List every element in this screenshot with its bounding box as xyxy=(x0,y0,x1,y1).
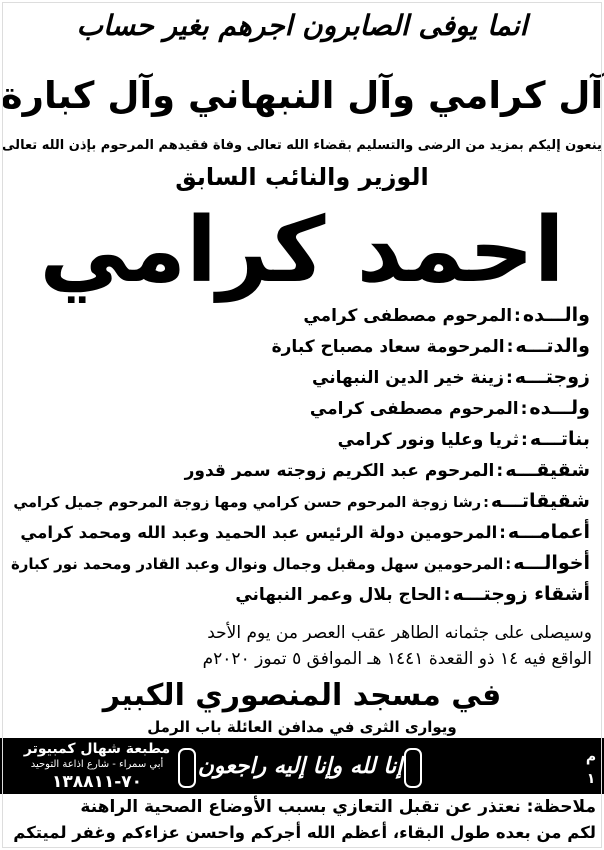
relative-value: رشا زوجة المرحوم حسن كرامي ومها زوجة المرحوم جميل كرامي xyxy=(13,495,482,511)
prayer-line: الواقع فيه ١٤ ذو القعدة ١٤٤١ هـ الموافق ٥ تموز ٢٠٢٠م xyxy=(202,649,592,669)
relative-row: زوجتـــه:زينة خير الدين النبهاني xyxy=(312,366,590,388)
announcement-text: ينعون إليكم بمزيد من الرضى والتسليم بقضاء الله تعالى وفاة فقيدهم المرحوم بإذن الله تعالى xyxy=(2,138,602,153)
relative-value: ثريا وعليا ونور كرامي xyxy=(337,430,520,450)
relative-label: شقيقـــه xyxy=(505,459,590,481)
relative-value: المرحوم مصطفى كرامي xyxy=(309,399,519,419)
relative-row: والدتـــه:المرحومة سعاد مصباح كبارة xyxy=(271,335,590,357)
relative-label: أشقاء زوجتـــه xyxy=(452,583,590,605)
ornament-icon xyxy=(404,748,422,788)
printer-name: مطبعة شهال كمبيوتر xyxy=(23,741,171,757)
relative-label: والـــده xyxy=(522,304,590,326)
relative-row: أشقاء زوجتـــه:الحاج بلال وعمر النبهاني xyxy=(235,583,590,605)
printer-phone: ٧٠-١٣٨٨١١ xyxy=(51,772,143,792)
bottom-band xyxy=(0,738,604,794)
calligraphy-text: إنا لله وإنا إليه راجعون xyxy=(197,753,403,779)
relative-label: والدتـــه xyxy=(515,335,590,357)
edge-marks xyxy=(584,746,598,790)
relative-value: المرحومة سعاد مصباح كبارة xyxy=(271,337,505,357)
relative-label: ولـــده xyxy=(529,397,590,419)
deceased-name: احمد كرامي xyxy=(39,198,565,303)
relative-value: المرحوم مصطفى كرامي xyxy=(303,306,513,326)
relative-label: بناتـــه xyxy=(529,428,590,450)
relative-label: شقيقاتـــه xyxy=(490,490,590,512)
relative-row: بناتـــه:ثريا وعليا ونور كرامي xyxy=(337,428,590,450)
note-line: لكم من بعده طول البقاء، أعظم الله أجركم واحسن عزاءكم وغفر لميتكم xyxy=(13,823,596,842)
relative-label: زوجتـــه xyxy=(514,366,590,388)
edge-mark: م xyxy=(585,749,597,765)
prayer-line: وسيصلى على جثمانه الطاهر عقب العصر من يوم الأحد xyxy=(207,623,592,643)
note-line: ملاحظة: نعتذر عن تقبل التعازي بسبب الأوضاع الصحية الراهنة xyxy=(80,797,596,817)
calligraphy-panel xyxy=(170,744,430,788)
relative-value: المرحوم عبد الكريم زوجته سمر قدور xyxy=(184,461,495,481)
edge-mark: ١ xyxy=(586,771,596,787)
relative-row: شقيقاتـــه:رشا زوجة المرحوم حسن كرامي ومها زوجة المرحوم جميل كرامي xyxy=(13,490,590,512)
relative-row: والـــده:المرحوم مصطفى كرامي xyxy=(303,304,590,326)
deceased-title: الوزير والنائب السابق xyxy=(175,163,429,191)
families-heading: آل كرامي وآل النبهاني وآل كبارة xyxy=(0,74,604,117)
relative-row: شقيقـــه:المرحوم عبد الكريم زوجته سمر قدور xyxy=(184,459,590,481)
relative-value: الحاج بلال وعمر النبهاني xyxy=(235,585,442,605)
printer-address: أبي سمراء - شارع اذاعة التوحيد xyxy=(30,759,164,770)
relative-value: زينة خير الدين النبهاني xyxy=(312,368,504,388)
relative-row: ولـــده:المرحوم مصطفى كرامي xyxy=(309,397,590,419)
relative-value: المرحومين دولة الرئيس عبد الحميد وعبد الله ومحمد كرامي xyxy=(20,523,498,542)
relative-label: أعمامـــه xyxy=(507,521,590,543)
relative-row: أعمامـــه:المرحومين دولة الرئيس عبد الحميد وعبد الله ومحمد كرامي xyxy=(20,521,590,543)
relative-label: أخوالـــه xyxy=(513,552,590,574)
printer-info xyxy=(12,740,182,792)
funeral-prayer-text xyxy=(12,620,592,672)
relative-value: المرحومين سهل ومقبل وجمال ونوال وعبد القادر ومحمد نور كبارة xyxy=(10,555,504,573)
burial-text: ويوارى الثرى في مدافن العائلة باب الرمل xyxy=(147,718,457,736)
relatives-list xyxy=(10,300,590,610)
mosque-name: في مسجد المنصوري الكبير xyxy=(102,678,502,713)
quran-verse: انما يوفى الصابرون اجرهم بغير حساب xyxy=(76,9,528,42)
condolence-note xyxy=(6,795,596,845)
relative-row: أخوالـــه:المرحومين سهل ومقبل وجمال ونوال وعبد القادر ومحمد نور كبارة xyxy=(10,552,590,574)
